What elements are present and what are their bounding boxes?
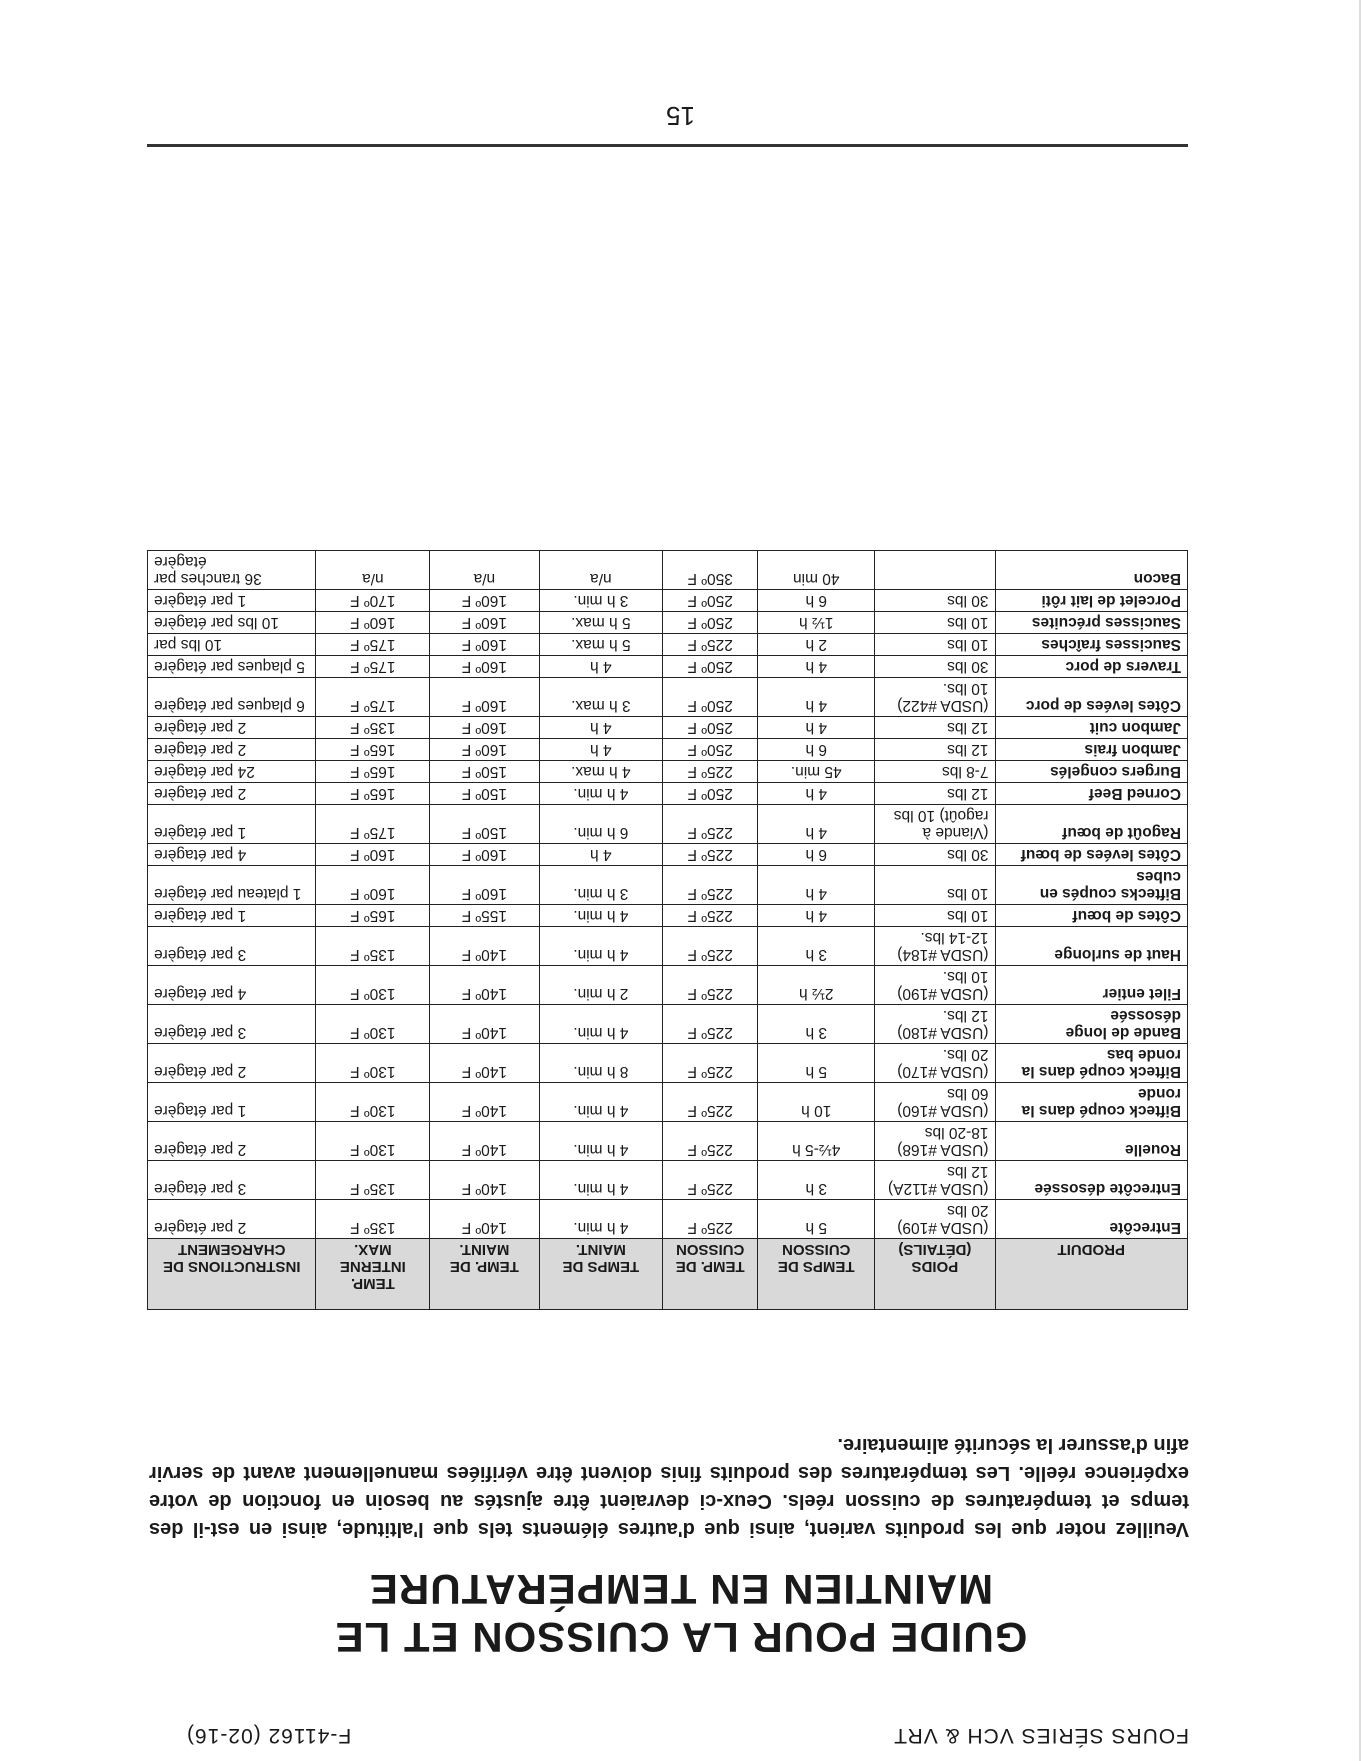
cell-poids: (USDA #170) 20 lbs. <box>875 1044 995 1083</box>
cell-temp-cuisson: 225º F <box>663 761 758 783</box>
col-header-temp-interne: TEMP. INTERNE MAX. <box>316 1239 430 1310</box>
table-row <box>148 1005 1188 1044</box>
table-row <box>148 634 1188 656</box>
cell-poids: (USDA #184) 12-14 lbs. <box>875 927 995 966</box>
cooking-guide-table <box>147 550 1188 1310</box>
cell-temp-interne: 170º F <box>316 590 430 612</box>
cell-instructions: 1 par étagère <box>148 1083 316 1122</box>
cell-produit: Entrecôte <box>995 1200 1187 1239</box>
cell-temps-cuisson: 2 h <box>758 634 875 656</box>
cell-temps-cuisson: 4 h <box>758 905 875 927</box>
cell-temps-maint: 4 h min. <box>539 783 663 805</box>
header-doc-code: F-41162 (02-16) <box>186 1724 352 1747</box>
cell-temp-maint: 160º F <box>430 634 539 656</box>
cell-temp-maint: 160º F <box>430 844 539 866</box>
cell-temp-interne: 160º F <box>316 866 430 905</box>
cell-temp-cuisson: 225º F <box>663 1200 758 1239</box>
table-row <box>148 927 1188 966</box>
cell-temps-maint: 4 h min. <box>539 1083 663 1122</box>
cell-produit: Ragoût de bœuf <box>995 805 1187 844</box>
table-row <box>148 1122 1188 1161</box>
cell-temp-interne: 130º F <box>316 1044 430 1083</box>
cell-instructions: 1 par étagère <box>148 805 316 844</box>
cell-temps-cuisson: 6 h <box>758 590 875 612</box>
cell-temps-maint: n/a <box>539 551 663 590</box>
table-row <box>148 1200 1188 1239</box>
cell-temp-interne: 130º F <box>316 1083 430 1122</box>
cell-temps-cuisson: 4 h <box>758 678 875 717</box>
cell-temp-cuisson: 225º F <box>663 634 758 656</box>
table-row <box>148 739 1188 761</box>
table-row <box>148 612 1188 634</box>
cell-poids: 12 lbs <box>875 717 995 739</box>
col-header-instructions: INSTRUCTIONS DE CHARGEMENT <box>148 1239 316 1310</box>
cell-temps-cuisson: 45 min. <box>758 761 875 783</box>
cell-temp-maint: 150º F <box>430 805 539 844</box>
cell-temp-interne: 165º F <box>316 905 430 927</box>
cell-temp-cuisson: 225º F <box>663 1161 758 1200</box>
cell-produit: Bacon <box>995 551 1187 590</box>
cell-temps-cuisson: 4 h <box>758 656 875 678</box>
cell-temp-maint: 160º F <box>430 717 539 739</box>
cell-temp-interne: 135º F <box>316 927 430 966</box>
cell-produit: Corned Beef <box>995 783 1187 805</box>
cell-temp-interne: 130º F <box>316 1122 430 1161</box>
cell-produit: Travers de porc <box>995 656 1187 678</box>
cell-temp-cuisson: 250º F <box>663 783 758 805</box>
cell-instructions: 2 par étagère <box>148 739 316 761</box>
cell-instructions: 3 par étagère <box>148 1005 316 1044</box>
cell-temp-maint: 140º F <box>430 1200 539 1239</box>
cell-temps-maint: 4 h min. <box>539 1005 663 1044</box>
cell-produit: Entrecôte désossée <box>995 1161 1187 1200</box>
cell-temps-maint: 4 h <box>539 717 663 739</box>
cell-temp-interne: 130º F <box>316 966 430 1005</box>
cell-temp-cuisson: 225º F <box>663 905 758 927</box>
cell-temps-cuisson: 4½-5 h <box>758 1122 875 1161</box>
cell-temp-maint: 160º F <box>430 656 539 678</box>
cell-temps-cuisson: 10 h <box>758 1083 875 1122</box>
cell-poids: (Viande à ragoût) 10 lbs <box>875 805 995 844</box>
cell-temp-maint: 150º F <box>430 783 539 805</box>
cell-temp-maint: 160º F <box>430 590 539 612</box>
cell-poids: (USDA #109) 20 lbs <box>875 1200 995 1239</box>
cell-temp-maint: n/a <box>430 551 539 590</box>
cell-produit: Bifteck coupé dans la ronde bas <box>995 1044 1187 1083</box>
cell-poids: (USDA #160) 60 lbs <box>875 1083 995 1122</box>
cell-temp-maint: 155º F <box>430 905 539 927</box>
cell-temp-cuisson: 225º F <box>663 966 758 1005</box>
cell-temps-cuisson: 2½ h <box>758 966 875 1005</box>
cell-temps-maint: 3 h max. <box>539 678 663 717</box>
cell-poids: (USDA #190) 10 lbs. <box>875 966 995 1005</box>
table-row <box>148 717 1188 739</box>
cell-produit: Filet entier <box>995 966 1187 1005</box>
cell-temp-cuisson: 250º F <box>663 590 758 612</box>
cell-temps-cuisson: 4 h <box>758 866 875 905</box>
cell-poids: (USDA #422) 10 lbs. <box>875 678 995 717</box>
cell-temps-maint: 3 h min. <box>539 866 663 905</box>
cell-temp-interne: 165º F <box>316 783 430 805</box>
footer-rule <box>147 144 1188 147</box>
cell-temps-maint: 4 h max. <box>539 761 663 783</box>
cell-temps-cuisson: 6 h <box>758 739 875 761</box>
cell-instructions: 6 plaques par étagère <box>148 678 316 717</box>
cell-temp-interne: 175º F <box>316 678 430 717</box>
cell-temps-maint: 5 h max. <box>539 634 663 656</box>
cell-temp-cuisson: 225º F <box>663 1005 758 1044</box>
cell-instructions: 1 par étagère <box>148 590 316 612</box>
cell-instructions: 24 par étagère <box>148 761 316 783</box>
cell-temp-maint: 140º F <box>430 1005 539 1044</box>
cell-temp-cuisson: 225º F <box>663 1044 758 1083</box>
table-row <box>148 905 1188 927</box>
cell-instructions: 2 par étagère <box>148 717 316 739</box>
col-header-temp-cuisson: TEMP. DE CUISSON <box>663 1239 758 1310</box>
cell-temp-interne: 175º F <box>316 634 430 656</box>
table-row <box>148 656 1188 678</box>
cell-temp-cuisson: 225º F <box>663 1083 758 1122</box>
table-row <box>148 590 1188 612</box>
cell-instructions: 2 par étagère <box>148 1122 316 1161</box>
cell-temp-interne: 135º F <box>316 717 430 739</box>
cell-poids: 12 lbs <box>875 783 995 805</box>
cell-temp-interne: 175º F <box>316 805 430 844</box>
cell-temps-cuisson: 5 h <box>758 1200 875 1239</box>
table-row <box>148 805 1188 844</box>
cell-temp-cuisson: 225º F <box>663 927 758 966</box>
col-header-temp-maint: TEMP. DE MAINT. <box>430 1239 539 1310</box>
cell-temp-interne: n/a <box>316 551 430 590</box>
table-row <box>148 866 1188 905</box>
cell-poids: 7-8 lbs <box>875 761 995 783</box>
cell-temp-maint: 160º F <box>430 866 539 905</box>
cell-temps-cuisson: 4 h <box>758 805 875 844</box>
cell-temp-maint: 160º F <box>430 678 539 717</box>
col-header-produit: PRODUIT <box>995 1239 1187 1310</box>
cell-temps-cuisson: 4 h <box>758 717 875 739</box>
cell-produit: Haut de surlonge <box>995 927 1187 966</box>
cooking-guide-table-wrap <box>147 550 1188 1310</box>
cell-produit: Porcelet de lait rôti <box>995 590 1187 612</box>
cell-temp-maint: 140º F <box>430 1083 539 1122</box>
cell-poids: (USDA #168) 18-20 lbs <box>875 1122 995 1161</box>
cell-temp-cuisson: 250º F <box>663 678 758 717</box>
cell-temp-cuisson: 250º F <box>663 717 758 739</box>
cell-instructions: 4 par étagère <box>148 966 316 1005</box>
cell-temp-cuisson: 250º F <box>663 656 758 678</box>
cell-temp-cuisson: 250º F <box>663 612 758 634</box>
cell-temps-maint: 6 h min. <box>539 805 663 844</box>
cell-temps-maint: 4 h min. <box>539 905 663 927</box>
table-row <box>148 966 1188 1005</box>
cell-instructions: 1 par étagère <box>148 905 316 927</box>
cell-temp-interne: 135º F <box>316 1200 430 1239</box>
cell-instructions: 2 par étagère <box>148 1200 316 1239</box>
cell-temps-cuisson: 6 h <box>758 844 875 866</box>
cell-temps-maint: 4 h min. <box>539 1200 663 1239</box>
cell-temp-cuisson: 225º F <box>663 866 758 905</box>
cell-produit: Bande de longe désossée <box>995 1005 1187 1044</box>
cell-poids: 10 lbs <box>875 634 995 656</box>
cell-temp-interne: 165º F <box>316 761 430 783</box>
cell-temps-cuisson: 1½ h <box>758 612 875 634</box>
cell-temp-interne: 165º F <box>316 739 430 761</box>
cell-temps-cuisson: 4 h <box>758 783 875 805</box>
cell-produit: Saucisses fraîches <box>995 634 1187 656</box>
cell-temps-maint: 2 h min. <box>539 966 663 1005</box>
table-header-row <box>148 1239 1188 1310</box>
cell-poids: 30 lbs <box>875 656 995 678</box>
cell-temp-maint: 160º F <box>430 739 539 761</box>
cell-temps-maint: 4 h <box>539 844 663 866</box>
cell-temp-interne: 160º F <box>316 612 430 634</box>
cell-temp-cuisson: 350º F <box>663 551 758 590</box>
cell-instructions: 5 plaques par étagère <box>148 656 316 678</box>
col-header-temps-cuisson: TEMPS DE CUISSON <box>758 1239 875 1310</box>
cell-instructions: 4 par étagère <box>148 844 316 866</box>
cell-temps-maint: 4 h <box>539 739 663 761</box>
cell-produit: Côtes levées de bœuf <box>995 844 1187 866</box>
cell-temp-maint: 140º F <box>430 1122 539 1161</box>
cell-temp-maint: 140º F <box>430 927 539 966</box>
col-header-poids: POIDS (DÉTAILS) <box>875 1239 995 1310</box>
cell-instructions: 1 plateau par étagère <box>148 866 316 905</box>
cell-instructions: 36 tranches par étagère <box>148 551 316 590</box>
cell-instructions: 3 par étagère <box>148 1161 316 1200</box>
cell-produit: Côtes levées de porc <box>995 678 1187 717</box>
cell-temp-maint: 140º F <box>430 1044 539 1083</box>
cell-poids: 30 lbs <box>875 590 995 612</box>
page-title: GUIDE POUR LA CUISSON ET LE MAINTIEN EN TEMPÉRATURE <box>334 1566 1028 1661</box>
cell-poids: 12 lbs <box>875 739 995 761</box>
cell-temps-cuisson: 40 min <box>758 551 875 590</box>
cell-produit: Côtes de bœuf <box>995 905 1187 927</box>
cell-poids: 10 lbs <box>875 905 995 927</box>
cell-temp-maint: 150º F <box>430 761 539 783</box>
cell-temp-cuisson: 225º F <box>663 805 758 844</box>
cell-poids <box>875 551 995 590</box>
cell-poids: 10 lbs <box>875 612 995 634</box>
header-series: FOURS SÉRIES VCH & VRT <box>893 1724 1189 1747</box>
cell-temp-maint: 140º F <box>430 1161 539 1200</box>
intro-paragraph: Veuillez noter que les produits varient, ainsi que d'autres éléments tels que l'altitude, ainsi en est-il des temps et températures de cuisson réels. Ceux-ci devraient être ajustés au besoin en fonction de votre expérience réelle. Les températures des produits finis doivent être vérifiées manuellement avant de servir afin d'assurer la sécurité alimentaire. <box>149 1434 1189 1540</box>
cell-temps-cuisson: 3 h <box>758 1161 875 1200</box>
table-row <box>148 783 1188 805</box>
cell-temps-maint: 5 h max. <box>539 612 663 634</box>
cell-temps-cuisson: 5 h <box>758 1044 875 1083</box>
cell-poids: 30 lbs <box>875 844 995 866</box>
cell-temps-maint: 4 h <box>539 656 663 678</box>
cell-temp-maint: 140º F <box>430 966 539 1005</box>
table-body <box>148 551 1188 1239</box>
cell-produit: Bifteck coupé dans la ronde <box>995 1083 1187 1122</box>
cell-temp-maint: 160º F <box>430 612 539 634</box>
cell-temps-maint: 3 h min. <box>539 590 663 612</box>
table-row <box>148 551 1188 590</box>
cell-temp-interne: 135º F <box>316 1161 430 1200</box>
cell-temp-interne: 160º F <box>316 844 430 866</box>
cell-temp-interne: 130º F <box>316 1005 430 1044</box>
table-row <box>148 1083 1188 1122</box>
cell-temps-maint: 4 h min. <box>539 927 663 966</box>
table-row <box>148 1161 1188 1200</box>
cell-produit: Saucisses précuites <box>995 612 1187 634</box>
cell-instructions: 2 par étagère <box>148 783 316 805</box>
cell-produit: Jambon frais <box>995 739 1187 761</box>
cell-temps-maint: 4 h min. <box>539 1122 663 1161</box>
cell-instructions: 10 lbs par étagère <box>148 612 316 634</box>
cell-temps-cuisson: 3 h <box>758 927 875 966</box>
cell-temp-cuisson: 225º F <box>663 844 758 866</box>
page-number: 15 <box>666 101 695 131</box>
cell-poids: (USDA #112A) 12 lbs <box>875 1161 995 1200</box>
cell-poids: (USDA #180) 12 lbs. <box>875 1005 995 1044</box>
cell-temps-maint: 8 h min. <box>539 1044 663 1083</box>
cell-temp-cuisson: 250º F <box>663 739 758 761</box>
table-row <box>148 844 1188 866</box>
cell-temps-cuisson: 3 h <box>758 1005 875 1044</box>
cell-produit: Biftecks coupés en cubes <box>995 866 1187 905</box>
cell-produit: Jambon cuit <box>995 717 1187 739</box>
table-row <box>148 678 1188 717</box>
cell-produit: Rouelle <box>995 1122 1187 1161</box>
table-row <box>148 1044 1188 1083</box>
cell-produit: Burgers congelés <box>995 761 1187 783</box>
cell-poids: 10 lbs <box>875 866 995 905</box>
cell-instructions: 10 lbs par <box>148 634 316 656</box>
cell-temps-maint: 4 h min. <box>539 1161 663 1200</box>
cell-temp-interne: 175º F <box>316 656 430 678</box>
cell-temp-cuisson: 225º F <box>663 1122 758 1161</box>
table-row <box>148 761 1188 783</box>
cell-instructions: 3 par étagère <box>148 927 316 966</box>
cell-instructions: 2 par étagère <box>148 1044 316 1083</box>
col-header-temps-maint: TEMPS DE MAINT. <box>539 1239 663 1310</box>
